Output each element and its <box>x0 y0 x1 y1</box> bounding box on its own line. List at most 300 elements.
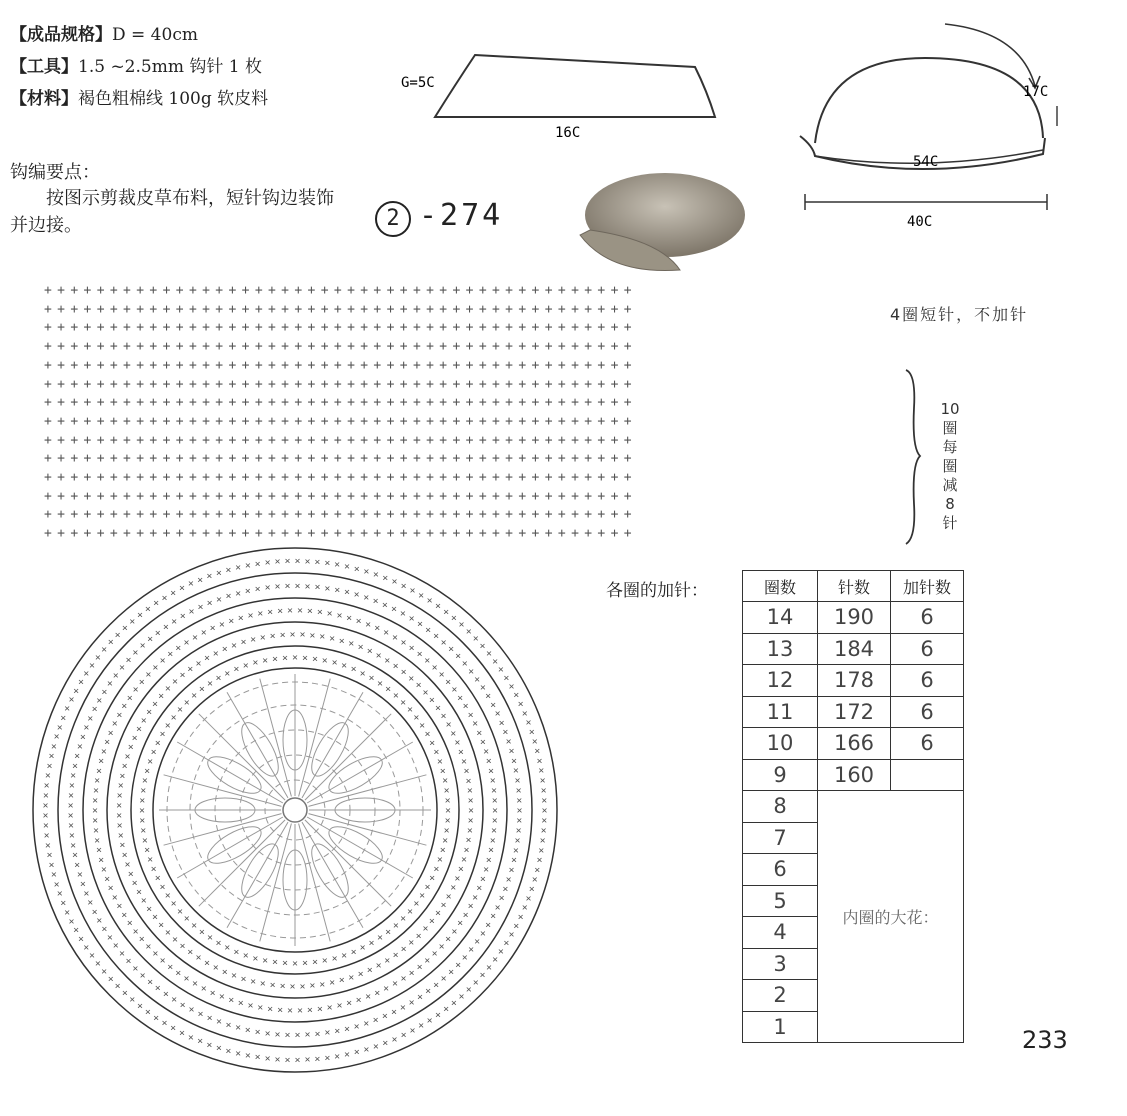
svg-text:×: × <box>382 1038 389 1050</box>
spec-size <box>10 20 198 50</box>
svg-text:×: × <box>179 940 186 952</box>
svg-text:×: × <box>71 850 79 862</box>
svg-text:×: × <box>170 898 177 910</box>
svg-text:×: × <box>67 800 74 812</box>
svg-text:×: × <box>107 637 114 649</box>
svg-text:×: × <box>538 845 545 857</box>
svg-text:×: × <box>88 950 96 962</box>
svg-text:×: × <box>534 864 541 876</box>
svg-text:×: × <box>83 888 90 900</box>
svg-text:×: × <box>126 918 133 930</box>
table-cell-round: 6 <box>743 854 818 886</box>
svg-text:×: × <box>77 933 85 945</box>
svg-text:×: × <box>474 674 481 686</box>
svg-text:×: × <box>43 830 50 842</box>
svg-text:×: × <box>314 557 321 568</box>
svg-text:×: × <box>127 868 134 880</box>
svg-text:×: × <box>200 983 207 995</box>
svg-text:×: × <box>494 902 501 914</box>
svg-text:×: × <box>443 825 450 837</box>
svg-text:×: × <box>515 785 522 797</box>
svg-text:×: × <box>144 845 151 857</box>
svg-text:×: × <box>94 835 101 847</box>
svg-text:×: × <box>284 556 291 568</box>
svg-text:×: × <box>257 1002 264 1014</box>
svg-text:×: × <box>53 879 60 891</box>
svg-text:×: × <box>454 737 461 749</box>
svg-text:×: × <box>104 737 111 749</box>
svg-text:×: × <box>334 1026 341 1037</box>
svg-text:×: × <box>129 994 136 1006</box>
svg-text:×: × <box>262 955 269 967</box>
table-cell-round: 14 <box>743 602 818 634</box>
svg-text:×: × <box>179 670 186 682</box>
svg-text:×: × <box>144 603 151 615</box>
svg-text:×: × <box>424 882 431 893</box>
svg-text:×: × <box>170 1023 177 1035</box>
svg-text:×: × <box>408 937 415 949</box>
table-cell-stitches: 184 <box>818 633 891 665</box>
svg-text:×: × <box>56 722 63 734</box>
svg-text:×: × <box>409 1025 416 1037</box>
svg-text:×: × <box>95 845 103 857</box>
svg-text:×: × <box>382 572 389 584</box>
svg-text:×: × <box>70 840 77 852</box>
svg-text:×: × <box>225 1019 232 1031</box>
svg-text:×: × <box>408 997 415 1009</box>
svg-text:×: × <box>319 979 326 991</box>
svg-text:×: × <box>334 559 341 571</box>
svg-text:×: × <box>68 830 75 842</box>
svg-text:×: × <box>353 589 360 601</box>
svg-text:×: × <box>158 691 165 703</box>
svg-text:×: × <box>440 899 447 911</box>
svg-text:×: × <box>445 719 452 731</box>
svg-text:×: × <box>140 895 147 907</box>
svg-text:×: × <box>368 938 375 949</box>
svg-text:×: × <box>188 606 195 618</box>
svg-text:×: × <box>436 854 443 866</box>
svg-text:×: × <box>153 1012 160 1024</box>
svg-text:×: × <box>425 624 432 636</box>
svg-text:×: × <box>215 1016 223 1028</box>
svg-text:×: × <box>366 964 373 976</box>
svg-text:×: × <box>95 765 103 777</box>
table-row <box>743 759 964 791</box>
svg-text:×: × <box>336 610 343 622</box>
svg-text:×: × <box>119 770 126 782</box>
svg-text:×: × <box>74 860 81 871</box>
svg-text:×: × <box>479 682 486 694</box>
svg-text:×: × <box>505 874 512 886</box>
bracket-icon <box>900 368 930 548</box>
svg-text:×: × <box>498 717 505 729</box>
svg-text:×: × <box>233 946 240 958</box>
svg-text:×: × <box>431 662 438 674</box>
svg-text:×: × <box>400 667 407 678</box>
svg-text:×: × <box>440 637 447 649</box>
svg-text:×: × <box>264 1053 271 1065</box>
svg-text:×: × <box>197 601 204 613</box>
svg-text:×: × <box>443 785 450 797</box>
svg-text:×: × <box>455 959 462 971</box>
svg-text:×: × <box>510 855 518 867</box>
svg-text:×: × <box>433 864 440 876</box>
svg-text:×: × <box>454 873 461 885</box>
svg-text:×: × <box>225 1046 232 1057</box>
svg-text:×: × <box>64 703 71 715</box>
svg-text:×: × <box>433 746 440 758</box>
svg-text:×: × <box>267 1003 274 1015</box>
table-cell-round: 7 <box>743 822 818 854</box>
svg-text:×: × <box>517 699 524 711</box>
table-cell-round: 5 <box>743 885 818 917</box>
inner-flower-label: 内圈的大花： <box>818 791 964 1043</box>
svg-text:×: × <box>419 720 426 732</box>
svg-text:×: × <box>433 980 440 992</box>
svg-text:×: × <box>505 736 512 748</box>
table-row <box>743 665 964 697</box>
svg-text:×: × <box>485 756 492 768</box>
svg-text:×: × <box>279 629 286 641</box>
svg-text:×: × <box>491 795 498 807</box>
svg-text:×: × <box>343 1023 351 1035</box>
svg-text:×: × <box>92 795 99 807</box>
svg-text:×: × <box>476 727 483 739</box>
svg-text:×: × <box>195 952 202 964</box>
svg-text:×: × <box>244 560 251 572</box>
svg-text:×: × <box>87 713 94 725</box>
table-row <box>743 696 964 728</box>
svg-text:×: × <box>416 619 424 630</box>
visor-diagram <box>395 45 725 145</box>
svg-text:×: × <box>167 649 174 661</box>
svg-text:×: × <box>508 864 515 876</box>
svg-text:×: × <box>259 632 266 644</box>
svg-text:×: × <box>111 718 118 730</box>
svg-text:×: × <box>145 669 152 681</box>
svg-text:×: × <box>198 684 205 696</box>
notes-title: 钩编要点： <box>10 162 100 183</box>
svg-text:×: × <box>164 927 171 939</box>
table-cell-increase: 6 <box>891 696 964 728</box>
svg-text:×: × <box>304 581 311 593</box>
table-row <box>743 728 964 760</box>
svg-text:×: × <box>540 825 547 837</box>
table-cell-increase: 6 <box>891 633 964 665</box>
svg-text:×: × <box>450 613 457 625</box>
svg-text:×: × <box>462 701 469 713</box>
svg-text:×: × <box>183 697 190 709</box>
svg-text:×: × <box>284 1054 291 1066</box>
svg-text:×: × <box>150 864 157 876</box>
svg-text:×: × <box>203 653 211 665</box>
svg-text:×: × <box>450 728 457 740</box>
svg-text:×: × <box>191 632 199 644</box>
table-cell-stitches: 160 <box>818 759 891 791</box>
svg-text:×: × <box>100 864 107 876</box>
cap-diam-label: 40C <box>907 214 933 230</box>
svg-text:×: × <box>274 1054 281 1066</box>
svg-text:×: × <box>138 934 145 946</box>
svg-text:×: × <box>42 810 49 822</box>
svg-text:×: × <box>400 973 407 985</box>
svg-text:×: × <box>154 627 161 639</box>
svg-text:×: × <box>94 652 101 664</box>
svg-text:×: × <box>424 955 431 967</box>
svg-text:×: × <box>141 835 148 847</box>
svg-text:×: × <box>233 664 240 676</box>
svg-text:×: × <box>525 893 532 905</box>
svg-text:×: × <box>152 662 159 674</box>
svg-text:×: × <box>399 1002 406 1014</box>
svg-text:×: × <box>284 1029 291 1041</box>
table-header-stitches: 针数 <box>818 571 891 602</box>
svg-text:×: × <box>541 815 548 827</box>
svg-text:×: × <box>357 642 364 654</box>
svg-text:×: × <box>538 765 545 777</box>
svg-text:×: × <box>235 588 242 600</box>
svg-text:×: × <box>541 805 548 817</box>
svg-text:×: × <box>400 913 407 925</box>
svg-text:×: × <box>159 729 166 740</box>
svg-text:×: × <box>525 717 532 729</box>
svg-text:×: × <box>502 883 509 895</box>
svg-text:×: × <box>309 980 316 992</box>
svg-text:×: × <box>490 825 498 837</box>
spec-material-key: 【材料】 <box>10 89 78 109</box>
svg-text:×: × <box>450 997 457 1009</box>
svg-text:×: × <box>116 790 123 802</box>
svg-text:×: × <box>289 629 296 641</box>
svg-text:×: × <box>314 582 321 594</box>
svg-text:×: × <box>408 643 415 655</box>
svg-text:×: × <box>73 925 80 937</box>
spec-tool-value: 1.5 ~2.5mm 钩针 1 枚 <box>78 57 262 77</box>
svg-text:×: × <box>125 654 132 666</box>
svg-text:×: × <box>460 854 468 866</box>
svg-text:×: × <box>343 561 351 573</box>
svg-text:×: × <box>306 1004 313 1016</box>
svg-text:×: × <box>212 648 219 660</box>
svg-text:×: × <box>60 898 67 910</box>
svg-text:×: × <box>457 918 464 930</box>
svg-text:×: × <box>497 664 504 676</box>
svg-text:×: × <box>147 634 154 646</box>
svg-text:×: × <box>107 727 114 739</box>
svg-text:×: × <box>516 805 523 817</box>
visor-g-label: G=5C <box>401 75 435 91</box>
svg-text:×: × <box>296 1005 304 1017</box>
svg-text:×: × <box>350 946 357 958</box>
svg-text:×: × <box>140 785 147 797</box>
svg-text:×: × <box>438 669 445 681</box>
svg-text:×: × <box>135 724 143 735</box>
svg-text:×: × <box>96 915 103 927</box>
svg-text:×: × <box>415 680 422 692</box>
svg-text:×: × <box>304 1029 311 1041</box>
svg-text:×: × <box>348 972 355 984</box>
svg-text:×: × <box>353 1047 360 1059</box>
svg-text:×: × <box>139 640 146 652</box>
svg-text:×: × <box>536 855 543 867</box>
svg-text:×: × <box>521 902 528 914</box>
svg-text:×: × <box>365 991 372 1003</box>
svg-text:×: × <box>271 653 279 665</box>
svg-text:×: × <box>461 952 468 964</box>
svg-text:×: × <box>541 795 548 807</box>
svg-text:×: × <box>175 967 182 979</box>
svg-text:×: × <box>439 765 446 777</box>
table-row <box>743 602 964 634</box>
svg-text:×: × <box>141 775 148 787</box>
svg-text:×: × <box>252 953 259 965</box>
svg-text:×: × <box>374 987 381 999</box>
svg-text:×: × <box>517 911 524 923</box>
svg-text:×: × <box>274 1029 281 1041</box>
svg-text:×: × <box>101 686 108 698</box>
svg-text:×: × <box>230 640 238 652</box>
table-cell-round: 10 <box>743 728 818 760</box>
svg-text:×: × <box>87 897 94 909</box>
svg-text:×: × <box>498 893 505 905</box>
svg-text:×: × <box>200 627 207 639</box>
svg-text:×: × <box>419 890 426 902</box>
svg-text:×: × <box>124 751 131 763</box>
svg-text:×: × <box>516 815 523 827</box>
svg-text:×: × <box>206 932 214 944</box>
svg-text:×: × <box>534 746 541 758</box>
svg-text:×: × <box>179 611 186 623</box>
svg-text:×: × <box>167 961 174 973</box>
svg-text:×: × <box>206 571 213 583</box>
spec-material-value: 褐色粗棉线 100g 软皮料 <box>78 89 269 109</box>
svg-text:×: × <box>68 780 75 792</box>
svg-text:×: × <box>44 770 51 782</box>
svg-text:×: × <box>42 790 49 802</box>
grid-bracket-note: 10圈 每圈减8针 <box>940 400 960 532</box>
svg-text:×: × <box>154 873 161 885</box>
svg-text:×: × <box>279 981 286 993</box>
svg-text:×: × <box>359 668 366 680</box>
svg-text:×: × <box>385 684 392 696</box>
svg-text:×: × <box>444 795 451 807</box>
svg-text:×: × <box>490 699 497 711</box>
svg-text:×: × <box>445 934 452 946</box>
table-cell-round: 2 <box>743 980 818 1012</box>
svg-text:×: × <box>311 957 319 969</box>
svg-text:×: × <box>76 869 83 881</box>
svg-text:×: × <box>73 685 80 697</box>
svg-text:×: × <box>112 670 119 682</box>
svg-text:×: × <box>346 998 353 1009</box>
svg-text:×: × <box>448 966 455 978</box>
svg-text:×: × <box>299 629 306 641</box>
svg-text:×: × <box>365 619 372 631</box>
svg-text:×: × <box>132 647 139 659</box>
svg-text:×: × <box>343 587 351 599</box>
svg-text:×: × <box>314 1054 321 1065</box>
table-cell-increase: 6 <box>891 665 964 697</box>
svg-text:×: × <box>53 731 60 743</box>
svg-text:×: × <box>74 751 81 762</box>
svg-text:×: × <box>492 656 499 668</box>
svg-text:×: × <box>400 1030 407 1042</box>
spec-tool <box>10 52 262 82</box>
svg-text:×: × <box>468 944 475 956</box>
pattern-code-text: -274 <box>419 198 504 233</box>
svg-text:×: × <box>472 892 479 904</box>
svg-text:×: × <box>516 795 523 807</box>
svg-text:×: × <box>309 630 316 642</box>
svg-text:×: × <box>154 737 161 749</box>
svg-text:×: × <box>247 610 254 622</box>
svg-text:×: × <box>331 953 338 965</box>
svg-text:×: × <box>139 970 146 982</box>
svg-text:×: × <box>408 967 415 979</box>
svg-text:×: × <box>191 978 199 990</box>
svg-text:×: × <box>221 966 228 978</box>
svg-text:×: × <box>390 1007 398 1018</box>
svg-text:×: × <box>228 615 235 627</box>
table-cell-round: 13 <box>743 633 818 665</box>
svg-text:×: × <box>359 942 366 954</box>
table-cell-increase: 6 <box>891 728 964 760</box>
svg-text:×: × <box>183 637 190 649</box>
svg-text:×: × <box>413 898 420 910</box>
svg-text:×: × <box>434 908 442 920</box>
svg-text:×: × <box>244 586 251 597</box>
svg-text:×: × <box>406 704 414 716</box>
svg-text:×: × <box>438 941 445 953</box>
svg-text:×: × <box>152 948 159 960</box>
svg-text:×: × <box>483 746 490 758</box>
svg-text:×: × <box>366 646 373 658</box>
svg-text:×: × <box>159 955 166 967</box>
svg-text:×: × <box>479 873 486 885</box>
svg-text:×: × <box>324 583 331 595</box>
svg-text:×: × <box>431 948 438 960</box>
svg-text:×: × <box>334 585 341 596</box>
svg-text:×: × <box>206 597 213 609</box>
svg-text:×: × <box>444 815 451 827</box>
svg-text:×: × <box>146 904 153 916</box>
svg-text:×: × <box>336 1000 343 1012</box>
pattern-code <box>375 198 503 237</box>
svg-text:×: × <box>48 751 55 762</box>
svg-text:×: × <box>147 756 154 768</box>
svg-text:×: × <box>343 1049 351 1061</box>
svg-text:×: × <box>434 1010 442 1021</box>
svg-text:×: × <box>434 601 442 612</box>
svg-text:×: × <box>197 1009 204 1021</box>
svg-text:×: × <box>159 882 166 893</box>
svg-text:×: × <box>429 737 436 749</box>
svg-text:×: × <box>209 623 216 635</box>
svg-text:×: × <box>267 607 274 619</box>
svg-text:×: × <box>191 920 198 932</box>
svg-text:×: × <box>338 975 345 987</box>
svg-text:×: × <box>44 840 51 852</box>
svg-text:×: × <box>458 991 465 1003</box>
svg-text:×: × <box>187 1032 194 1044</box>
svg-text:×: × <box>338 635 345 647</box>
inner-flower <box>159 674 431 946</box>
svg-text:×: × <box>487 765 495 777</box>
increase-table <box>742 570 964 1043</box>
svg-text:×: × <box>162 621 169 633</box>
svg-text:×: × <box>162 989 169 1001</box>
